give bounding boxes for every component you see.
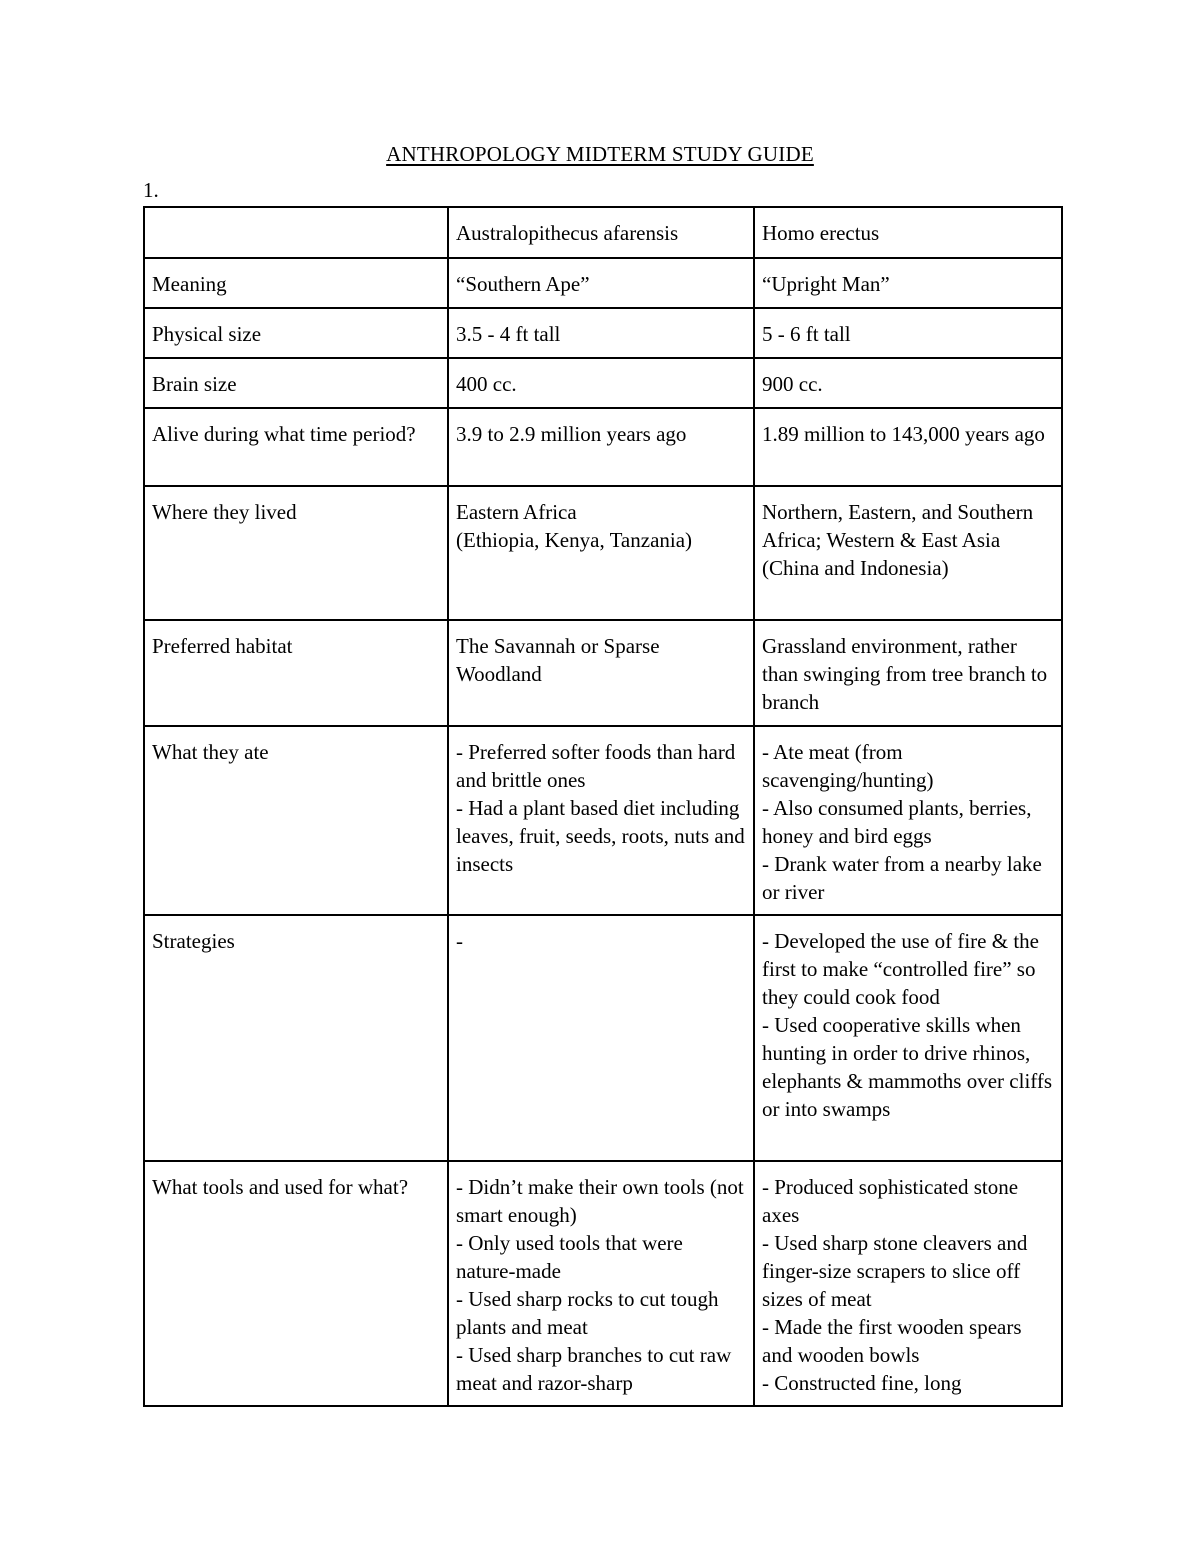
table-row — [144, 258, 1062, 308]
row-label: What tools and used for what? — [144, 1161, 448, 1406]
table-cell: - Didn’t make their own tools (not smart enough) - Only used tools that were nature-made - Used sharp rocks to cut tough plants and meat - Used sharp branches to cut raw meat and razor-sharp — [448, 1161, 754, 1406]
row-label: Meaning — [144, 258, 448, 308]
table-row — [144, 726, 1062, 915]
row-label: Preferred habitat — [144, 620, 448, 726]
row-label: Where they lived — [144, 486, 448, 620]
row-label: Alive during what time period? — [144, 408, 448, 486]
table-cell: - — [448, 915, 754, 1161]
row-label: Strategies — [144, 915, 448, 1161]
table-cell: 3.9 to 2.9 million years ago — [448, 408, 754, 486]
table-cell: Northern, Eastern, and Southern Africa; Western & East Asia (China and Indonesia) — [754, 486, 1062, 620]
table-row — [144, 915, 1062, 1161]
table-header-cell: Homo erectus — [754, 207, 1062, 258]
table-row — [144, 308, 1062, 358]
table-cell: “Southern Ape” — [448, 258, 754, 308]
table-header-cell — [144, 207, 448, 258]
row-label: What they ate — [144, 726, 448, 915]
table-cell: - Developed the use of fire & the first to make “controlled fire” so they could cook food - Used cooperative skills when hunting in order to drive rhinos, elephants & mammoths over cliffs or into swamps — [754, 915, 1062, 1161]
table-cell: 5 - 6 ft tall — [754, 308, 1062, 358]
table-header-cell: Australopithecus afarensis — [448, 207, 754, 258]
comparison-table — [143, 206, 1063, 1407]
row-label: Physical size — [144, 308, 448, 358]
table-row — [144, 620, 1062, 726]
table-cell: Grassland environment, rather than swinging from tree branch to branch — [754, 620, 1062, 726]
table-cell: “Upright Man” — [754, 258, 1062, 308]
table-row — [144, 1161, 1062, 1406]
table-cell: The Savannah or Sparse Woodland — [448, 620, 754, 726]
page-title: ANTHROPOLOGY MIDTERM STUDY GUIDE — [386, 142, 814, 166]
table-row — [144, 358, 1062, 408]
table-header-row — [144, 207, 1062, 258]
row-label: Brain size — [144, 358, 448, 408]
table-cell: - Ate meat (from scavenging/hunting) - Also consumed plants, berries, honey and bird eggs - Drank water from a nearby lake or river — [754, 726, 1062, 915]
table-cell: 900 cc. — [754, 358, 1062, 408]
table-cell: - Produced sophisticated stone axes - Used sharp stone cleavers and finger-size scrapers to slice off sizes of meat - Made the first wooden spears and wooden bowls - Constructed fine, long — [754, 1161, 1062, 1406]
table-cell: 1.89 million to 143,000 years ago — [754, 408, 1062, 486]
table-cell: 400 cc. — [448, 358, 754, 408]
table-cell: - Preferred softer foods than hard and brittle ones - Had a plant based diet including leaves, fruit, seeds, roots, nuts and insects — [448, 726, 754, 915]
question-number: 1. — [143, 178, 159, 202]
table-row — [144, 408, 1062, 486]
table-cell: 3.5 - 4 ft tall — [448, 308, 754, 358]
table-cell: Eastern Africa (Ethiopia, Kenya, Tanzania) — [448, 486, 754, 620]
table-row — [144, 486, 1062, 620]
